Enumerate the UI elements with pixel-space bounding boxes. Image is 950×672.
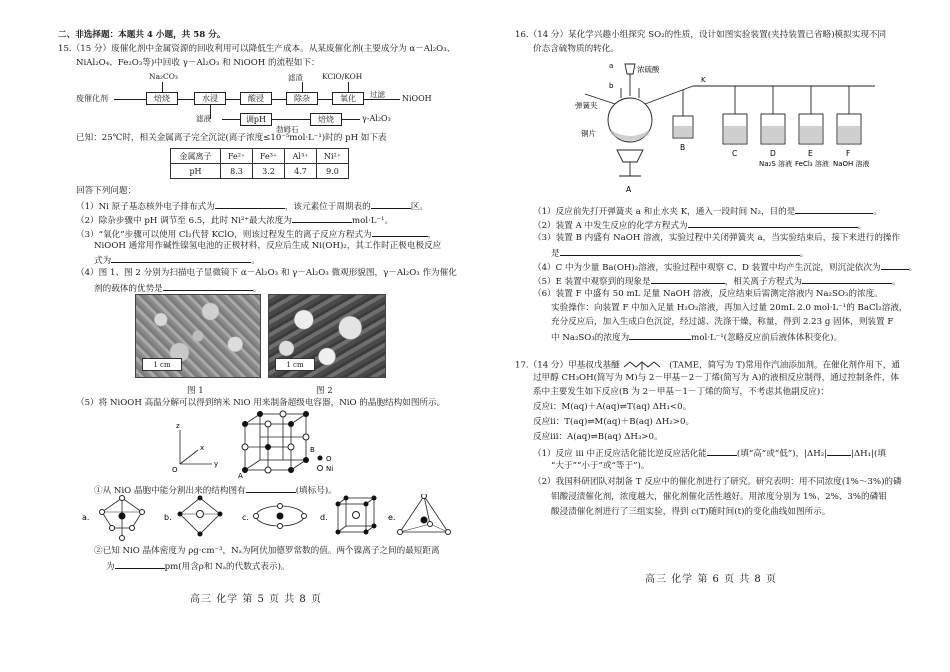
q17-intro-line1 <box>515 359 900 372</box>
q16-sub6-line3: 充分反应后，加入生成白色沉淀，经过滤、洗涤干燥，称量，得到 2.23 g 固体，则装置 F <box>551 317 894 327</box>
page-footer-left: 高三 化学 第 5 页 共 8 页 <box>190 594 322 605</box>
atoms <box>242 411 309 473</box>
figure-1-caption: 图 1 <box>187 386 204 396</box>
q15-sub4: （4）图 1、图 2 分别为扫描电子显微镜下 α－Al₂O₃ 和 γ－Al₂O₃ 微观形貌图，γ－Al₂O₃ 作为催化 <box>76 268 457 278</box>
q15-sub2 <box>76 214 393 227</box>
q15-sub5-2: ②已知 NiO 晶体密度为 ρg·cm⁻³，Nₐ为阿伏加德罗常数的值。两个镍离子之间的最短距离 <box>94 546 440 556</box>
q15-sub1 <box>76 200 428 213</box>
q16-sub5-text: ，相关离子方程式为 <box>724 277 802 287</box>
label-k: K <box>701 76 706 84</box>
q15-sub3-text: 式为 <box>94 256 112 266</box>
label-a: a <box>609 62 614 70</box>
option-b <box>164 496 223 537</box>
answer-blank <box>795 205 873 214</box>
flow-arrow <box>302 82 303 92</box>
flow-step-water: 水浸 <box>194 92 226 105</box>
table-cell: Ni²⁺ <box>317 149 349 164</box>
q17-sub1-text: （1）反应 ⅲ 中正反应活化能比逆反应活化能 <box>533 449 707 459</box>
left-page <box>0 0 470 672</box>
legend-o-label: O <box>326 455 332 463</box>
flow-start: 废催化剂 <box>76 94 108 103</box>
label-b: b <box>609 82 614 90</box>
table-cell: 金属离子 <box>171 149 221 164</box>
answer-blank <box>371 200 411 209</box>
apparatus-label-f: F <box>846 149 851 158</box>
scale-bar: 1 cm <box>275 358 315 371</box>
figure-2-caption: 图 2 <box>316 386 333 396</box>
nio-unit-cell-diagram <box>150 408 370 480</box>
answer-blank <box>115 560 165 569</box>
flow-step-roast: 焙烧 <box>146 92 178 105</box>
flow-step-acid: 酸浸 <box>240 92 272 105</box>
structure-options <box>80 494 460 542</box>
q17-sub1-line2: “大于”“小于”或“等于”)。 <box>551 461 650 471</box>
q15-sub1-text: 区。 <box>410 202 428 212</box>
cubic-cell <box>245 414 306 470</box>
answer-blank <box>560 247 800 256</box>
point-a-label: A <box>238 472 243 480</box>
q16-sub6-line2: 实验操作：向装置 F 中加入足量 H₂O₂溶液，再加入过量 20mL 2.0 mol·L⁻¹的 BaCl₂溶液， <box>551 303 908 313</box>
table-cell: pH <box>171 164 221 179</box>
q15-sub1-text: ，该元素位于周期表的 <box>284 202 371 212</box>
answer-blank <box>111 254 251 263</box>
answer-blank <box>688 219 858 228</box>
flow-filter: 过滤 <box>370 90 385 99</box>
q15-intro-line1: 15.（15 分）废催化剂中金属资源的回收利用可以降低生产成本。从某废催化剂(主要成分为 α－Al₂O₃、 <box>58 44 456 54</box>
flow-arrow <box>226 99 240 100</box>
table-row <box>171 164 349 179</box>
q17-sub1-text: (填“高”或“低”)，|ΔH₂| <box>736 449 828 459</box>
q17-intro-text: 17.（14 分）甲基叔戊基醚 <box>515 360 620 371</box>
axis-x-label: x <box>200 444 205 452</box>
reaction-3: 反应ⅲ：A(aq)⇌B(aq) ΔH₃>0。 <box>533 432 663 442</box>
legend-o-marker <box>318 456 323 461</box>
flow-step-roast2: 焙烧 <box>310 113 342 126</box>
option-b-label: b. <box>164 513 172 522</box>
q15-sub3-text: 。 <box>251 256 260 266</box>
q16-sub4-text: （4）C 中为少量 Ba(OH)₂溶液，实验过程中观察 C、D 装置中均产生沉淀，则沉淀依次为 <box>533 263 881 273</box>
q15-known: 已知：25℃时，相关金属离子完全沉淀(离子浓度≤10⁻⁵mol·L⁻¹)时的 pH 如下表 <box>76 133 387 143</box>
q15-sub2-text: （2）除杂步骤中 pH 调节至 6.5，此时 Ni²⁺最大浓度为 <box>76 216 292 226</box>
flow-reagent-na2co3: Na₂CO₃ <box>149 72 178 81</box>
answer-blank <box>163 282 253 291</box>
flow-arrow <box>162 82 163 92</box>
reaction-2: 反应ⅱ：T(aq)⇌M(aq)＋B(aq) ΔH₂>0。 <box>533 417 695 427</box>
flow-reagent-kclo: KClO/KOH <box>322 72 363 81</box>
flow-step-oxidize: 氧化 <box>332 92 364 105</box>
table-cell: Al³⁺ <box>285 149 317 164</box>
q16-intro-line1: 16.（14 分）某化学兴趣小组探究 SO₂的性质，设计如图实验装置(夹持装置已省略)模拟实现不同 <box>515 30 887 40</box>
flow-arrow <box>178 99 194 100</box>
q16-sub6-text: 中 Na₂SO₃的浓度为 <box>551 333 630 343</box>
flow-arrow <box>272 119 286 120</box>
q15-sub2-text: mol·L⁻¹。 <box>352 216 394 226</box>
axis-diagram <box>172 422 218 474</box>
q16-sub6-line4 <box>551 331 842 344</box>
scale-bar: 1 cm <box>142 358 182 371</box>
section-title: 二、非选择题：本题共 4 小题，共 58 分。 <box>58 30 226 40</box>
q16-sub2 <box>533 219 866 232</box>
apparatus-label-a: A <box>626 185 632 194</box>
flow-arrow <box>114 99 146 100</box>
q17-sub1-text: |ΔH₁|(填 <box>851 449 886 459</box>
q16-sub1-text: 。 <box>873 207 882 217</box>
q15-intro-line2: NiAl₂O₄、Fe₂O₃等)中回收 γ－Al₂O₃ 和 NiOOH 的流程如下： <box>76 58 320 68</box>
flow-product-niooh: NiOOH <box>402 94 432 103</box>
q15-sub1-text: （1）Ni 原子基态核外电子排布式为 <box>76 202 215 212</box>
q15-sub3-text: ， <box>427 230 437 240</box>
page-footer-right: 高三 化学 第 6 页 共 8 页 <box>645 574 777 585</box>
reagent-d: Na₂S 溶液 <box>759 160 793 168</box>
q16-sub3-text: 。 <box>799 249 809 259</box>
answer-blank <box>707 447 737 456</box>
answer-blank <box>292 214 352 223</box>
answer-blank <box>372 228 428 237</box>
q16-sub4 <box>533 261 917 274</box>
table-cell: 3.2 <box>253 164 285 179</box>
answer-blank <box>802 275 892 284</box>
q17-sub2: （2）我国科研团队对制备 T 反应中的催化剂进行了研究。研究表明：用不同浓度(1%～3%)的磷 <box>533 477 902 487</box>
label-acid: 浓硫酸 <box>637 65 660 74</box>
ph-table <box>170 148 349 179</box>
axis-z-label: z <box>176 422 180 430</box>
flow-arrow <box>342 119 360 120</box>
q16-sub5 <box>533 275 901 288</box>
q15-sub4-text: 。 <box>252 284 262 294</box>
flow-filtrate: 滤液 <box>196 114 211 123</box>
option-a-label: a. <box>82 513 90 522</box>
q16-sub1 <box>533 205 882 218</box>
option-e-label: e. <box>388 513 396 522</box>
q16-sub3: （3）装置 B 内盛有 NaOH 溶液，实验过程中关闭弹簧夹 a，当实验结束后，接下来进行的操作 <box>533 233 901 243</box>
flow-arrow <box>286 119 310 120</box>
answer-prompt: 回答下列问题： <box>76 186 137 196</box>
answer-blank <box>215 200 285 209</box>
experiment-apparatus <box>575 58 895 198</box>
reaction-1: 反应ⅰ：M(aq)＋A(aq)⇌T(aq) ΔH₁<0。 <box>533 402 692 412</box>
table-cell: 4.7 <box>285 164 317 179</box>
q16-sub3-line2 <box>551 247 808 260</box>
label-clamp: 弹簧夹 <box>575 101 598 110</box>
answer-blank <box>827 447 851 456</box>
q15-sub5: （5）将 NiOOH 高温分解可以得到纳米 NiO 用来制备超级电容器，NiO 的晶胞结构如图所示。 <box>76 398 446 408</box>
answer-blank <box>881 261 909 270</box>
q17-sub1 <box>533 447 886 460</box>
q16-sub4-text: 。 <box>908 263 918 273</box>
table-cell: 8.3 <box>221 164 253 179</box>
flow-residue: 滤渣 <box>288 73 303 82</box>
answer-blank <box>629 331 691 340</box>
flow-arrow <box>318 99 332 100</box>
q16-sub2-text: （2）装置 A 中发生反应的化学方程式为 <box>533 221 688 231</box>
tame-structure-icon <box>622 359 666 371</box>
option-d <box>320 496 377 535</box>
q15-sub3 <box>76 228 436 241</box>
q15-sub4-text: 剂的载体的优势是 <box>94 284 163 294</box>
legend-ni-marker <box>318 466 323 471</box>
flow-step-purify: 除杂 <box>286 92 318 105</box>
reagent-e: FeCl₃ 溶液 <box>795 160 829 168</box>
q15-sub3-line3 <box>94 254 260 267</box>
q15-sub5-text: (填标号)。 <box>295 486 337 496</box>
q15-sub5-text: pm(用含ρ和 Nₐ的代数式表示)。 <box>164 562 290 572</box>
flow-arrow <box>272 99 286 100</box>
q15-sub3-text: （3）“氧化”步骤可以使用 Cl₂代替 KClO，则该过程发生的离子反应方程式为 <box>76 230 372 240</box>
option-d-label: d. <box>320 513 328 522</box>
q16-sub5-text: （5）E 装置中观察到的现象是 <box>533 277 651 287</box>
q17-intro-line3: 系中主要发生如下反应(B 为 2－甲基－1－丁烯的简写，不考虑其他副反应)： <box>533 387 829 397</box>
flow-boehmite: 勃姆石 <box>276 125 299 134</box>
label-copper: 铜片 <box>581 129 596 138</box>
apparatus-label-b: B <box>680 143 686 152</box>
table-cell: Fe³⁺ <box>253 149 285 164</box>
q16-sub1-text: （1）反应前先打开弹簧夹 a 和止水夹 K，通入一段时间 N₂，目的是 <box>533 207 796 217</box>
q15-sub5-text: 为 <box>106 562 115 572</box>
figure-2-micrograph <box>268 294 386 378</box>
answer-blank <box>246 484 296 493</box>
q16-intro-line2: 价态含硫物质的转化。 <box>533 44 619 54</box>
q15-sub5-2-line2 <box>106 560 290 573</box>
flow-product-gamma-al2o3: γ-Al₂O₃ <box>362 114 391 123</box>
table-cell: 9.0 <box>317 164 349 179</box>
q16-sub6-text: mol·L⁻¹(忽略反应前后液体体积变化)。 <box>691 333 843 343</box>
q15-sub5-text: ①从 NiO 晶胞中能分割出来的结构图有 <box>94 486 246 496</box>
flow-arrow <box>222 119 240 120</box>
flow-step-adjust-ph: 调pH <box>240 113 272 126</box>
option-c <box>242 504 307 529</box>
apparatus-label-d: D <box>770 149 776 158</box>
q16-sub6: （6）装置 F 中盛有 50 mL 足量 NaOH 溶液，反应结束后需测定溶液内 Na₂SO₃的浓度。 <box>533 289 883 299</box>
flow-arrow <box>348 82 349 92</box>
figure-1-micrograph <box>135 294 261 378</box>
legend-ni-label: Ni <box>326 465 334 473</box>
axis-y-label: y <box>214 460 219 468</box>
origin-label: O <box>172 466 178 474</box>
table-header-row <box>171 149 349 164</box>
q17-sub2-line3: 酸浸渍催化剂进行了三组实验，得到 c(T)随时间(t)的变化曲线如图所示。 <box>551 507 831 517</box>
q16-sub2-text: 。 <box>857 221 867 231</box>
q16-sub5-text: 。 <box>891 277 901 287</box>
option-a <box>82 496 145 541</box>
option-c-label: c. <box>242 513 249 522</box>
option-e <box>388 494 451 535</box>
q16-sub3-text: 是 <box>551 249 560 259</box>
point-b-label: B <box>310 446 315 454</box>
right-page <box>475 0 945 672</box>
apparatus-label-c: C <box>732 149 738 158</box>
q17-sub2-line2: 钼酸浸渍催化剂，浓度越大，催化剂催化活性越好。用浓度分别为 1%、2%、3%的磷钼 <box>551 492 887 502</box>
apparatus-label-e: E <box>808 149 813 158</box>
reagent-f: NaOH 溶液 <box>833 160 870 168</box>
answer-blank <box>651 275 725 284</box>
q15-sub3-line2: NiOOH 通常用作碱性镍氢电池的正极材料，反应后生成 Ni(OH)₂，其工作时正极电极反应 <box>94 241 442 251</box>
q17-intro-text: (TAME，简写为 T)常用作汽油添加剂。在催化剂作用下，通 <box>669 360 900 371</box>
table-cell: Fe²⁺ <box>221 149 253 164</box>
q17-intro-line2: 过甲醇 CH₃OH(简写为 M)与 2－甲基－2－丁烯(简写为 A)的液相反应制得，通过控制条件，体 <box>533 373 899 383</box>
